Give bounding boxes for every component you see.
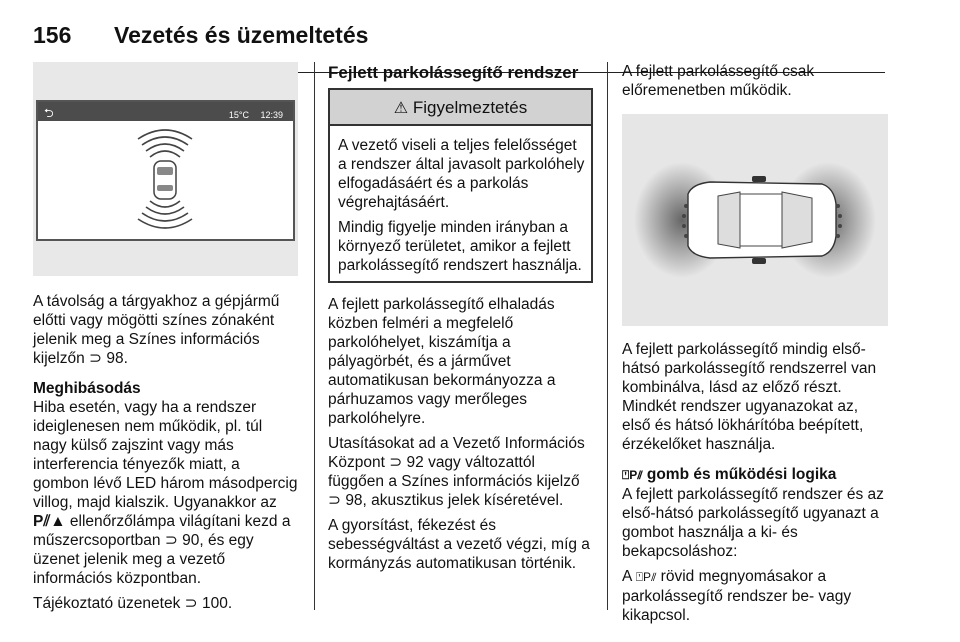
short-press-paragraph: A ⍞P⫽ rövid megnyomásakor a parkolássegítő rendszer be- vagy kikapcsol. — [622, 568, 852, 624]
warning-triangle-icon: ⚠ — [393, 100, 409, 117]
column-divider — [607, 62, 608, 610]
button-logic-heading: ⍞P⫽ gomb és működési logika — [622, 466, 837, 483]
column-divider — [314, 62, 315, 610]
page-number: 156 — [33, 22, 72, 48]
clock-readout: 12:39 — [260, 110, 283, 120]
park-assist-button-icon: ⍞P⫽ — [622, 468, 643, 482]
arrow-ref-icon: ⊃ — [184, 595, 198, 612]
back-arrow-icon: ⮌ — [44, 106, 54, 120]
forward-only-paragraph: A fejlett parkolássegítő csak előremenetben működik. — [622, 63, 815, 99]
description-paragraph: A fejlett parkolássegítő elhaladás közben felméri a megfelelő parkolóhelyet, kiszámítja a pályagörbét, és a járművet automatikusan bekormányozza a párhuzamos vagy merőleges parkolóhelyre. — [328, 296, 556, 427]
info-messages-paragraph: Tájékoztató üzenetek ⊃ 100. — [33, 595, 233, 612]
info-display-screen — [36, 100, 295, 241]
column-3 — [622, 62, 888, 625]
display-status-bar — [38, 102, 293, 121]
fault-paragraph: Hiba esetén, vagy ha a rendszer ideiglenesen nem működik, pl. túl nagy külső zajszint vagy más interferencia tényezők miatt, a gombon lévő LED három másodpercig villog, majd kialszik. Ugyanakkor az P⫽▲ ellenőrzőlámpa világítani kezd a műszercsoportban ⊃ 90, és egy üzenet jelenik meg a vezető információs központban. — [33, 399, 298, 587]
fault-heading: Meghibásodás — [33, 380, 141, 397]
driver-role-paragraph: A gyorsítást, fékezést és sebességváltást a vezető végzi, míg a kormányzás automatikusan történik. — [328, 517, 590, 572]
chapter-title: Vezetés és üzemeltetés — [114, 22, 369, 48]
column-2 — [328, 62, 593, 573]
warning-body — [330, 126, 591, 281]
warning-title: Figyelmeztetés — [412, 98, 528, 117]
car-proximity-icon — [38, 121, 293, 239]
arrow-ref-icon: ⊃ — [389, 454, 403, 471]
page-header — [0, 22, 960, 52]
arrow-ref-icon: ⊃ — [164, 532, 178, 549]
park-assist-button-icon: ⍞P⫽ — [635, 570, 657, 584]
car-sensor-diagram — [622, 114, 888, 326]
combined-system-paragraph: A fejlett parkolássegítő mindig első-hátsó parkolássegítő rendszerrel van kombinálva, lásd az előző részt. Mindkét rendszer ugyanazokat az, első és hátsó lökhárítóba beépített, érzékelőket használja. — [622, 341, 877, 453]
instructions-paragraph: Utasításokat ad a Vezető Információs Központ ⊃ 92 vagy változattól függően a Színes információs kijelző ⊃ 98, akusztikus jelek kíséretével. — [328, 435, 585, 509]
park-warning-icon: P⫽▲ — [33, 513, 66, 530]
button-shared-paragraph: A fejlett parkolássegítő rendszer és az első-hátsó parkolássegítő ugyanazt a gombot használja a ki- és bekapcsoláshoz: — [622, 486, 884, 560]
sensor-car-figure — [622, 114, 888, 326]
warning-paragraph-2: Mindig figyelje minden irányban a környező területet, amikor a fejlett parkolássegítő rendszert használja. — [338, 219, 582, 274]
warning-header — [330, 90, 591, 126]
column-1-text — [33, 292, 298, 613]
park-display-figure — [33, 62, 298, 276]
warning-paragraph-1: A vezető viseli a teljes felelősséget a rendszer által javasolt parkolóhely elfogadásáért és a parkolás végrehajtásáért. — [338, 137, 585, 211]
temperature-readout: 15°C — [228, 110, 249, 120]
section-title: Fejlett parkolássegítő rendszer — [328, 63, 579, 82]
arrow-ref-icon: ⊃ — [328, 492, 341, 509]
distance-paragraph: A távolság a tárgyakhoz a gépjármű előtti vagy mögötti színes zónaként jelenik meg a Színes információs kijelzőn ⊃ 98. — [33, 293, 280, 367]
arrow-ref-icon: ⊃ — [89, 350, 103, 367]
warning-box — [328, 88, 593, 283]
